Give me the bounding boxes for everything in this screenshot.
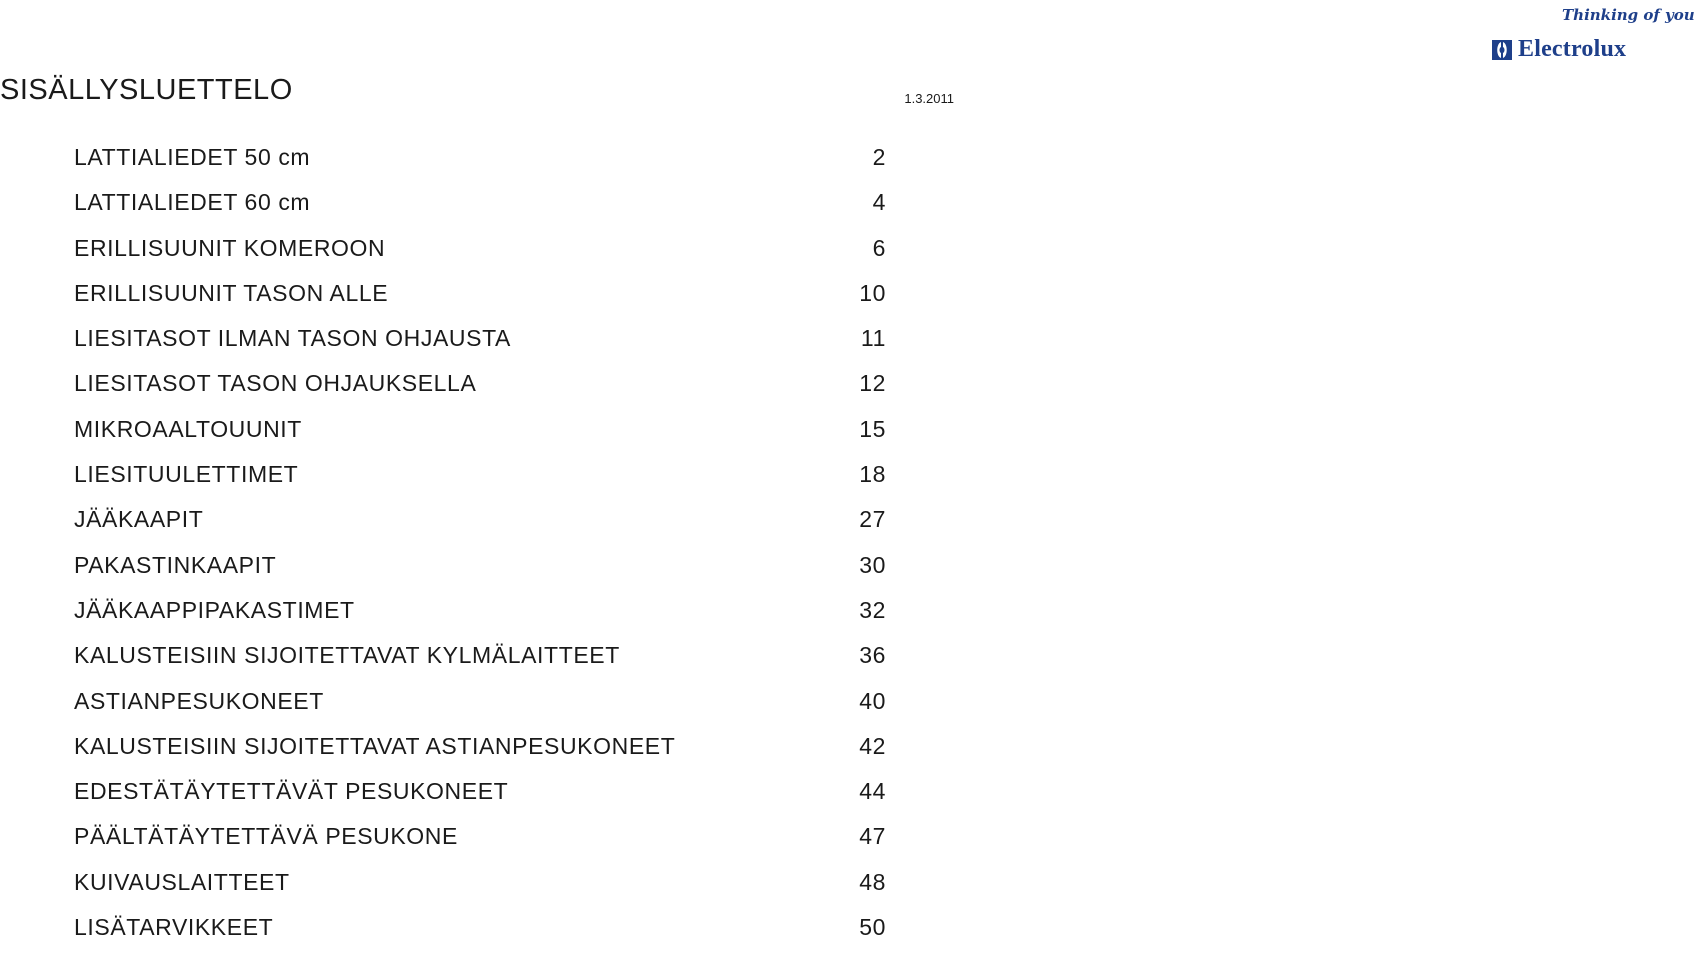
toc-entry-page-number: 18 <box>859 461 886 488</box>
page-title: SISÄLLYSLUETTELO <box>0 74 293 106</box>
toc-entry <box>74 457 886 502</box>
toc-entry-page-number: 30 <box>859 551 886 578</box>
toc-entry-page-number: 10 <box>859 279 886 306</box>
toc-entry-label: PÄÄLTÄTÄYTETTÄVÄ PESUKONE <box>74 823 458 850</box>
toc-entry <box>74 593 886 638</box>
toc-entry <box>74 729 886 774</box>
toc-entry-label: KALUSTEISIIN SIJOITETTAVAT ASTIANPESUKONEET <box>74 732 676 759</box>
toc-entry-label: LATTIALIEDET 60 cm <box>74 189 311 216</box>
toc-entry-page-number: 32 <box>859 596 886 623</box>
toc-entry-label: KALUSTEISIIN SIJOITETTAVAT KYLMÄLAITTEET <box>74 642 620 669</box>
toc-entry-page-number: 48 <box>859 868 886 895</box>
toc-entry-label: EDESTÄTÄYTETTÄVÄT PESUKONEET <box>74 778 509 805</box>
toc-entry-label: JÄÄKAAPPIPAKASTIMET <box>74 596 355 623</box>
toc-entry-label: LIESITASOT ILMAN TASON OHJAUSTA <box>74 325 511 352</box>
toc-entry <box>74 819 886 864</box>
toc-entry-page-number: 6 <box>872 234 886 261</box>
toc-entry <box>74 185 886 230</box>
brand-logo <box>744 4 1695 62</box>
toc-entry <box>74 231 886 276</box>
toc-entry-label: LATTIALIEDET 50 cm <box>74 144 311 170</box>
toc-entry-page-number: 11 <box>860 325 886 352</box>
toc-entry <box>74 140 886 185</box>
toc-entry-label: ASTIANPESUKONEET <box>74 687 324 714</box>
toc-entry <box>74 910 886 955</box>
toc-entry-label: JÄÄKAAPIT <box>74 506 204 533</box>
toc-entry-label: LISÄTARVIKKEET <box>74 914 274 941</box>
brand-tagline: Thinking of you <box>1562 6 1695 24</box>
brand-name: Electrolux <box>1518 36 1627 62</box>
toc-entry-page-number: 4 <box>872 189 886 216</box>
toc-entry-label: ERILLISUUNIT TASON ALLE <box>74 279 389 306</box>
toc-entry-page-number: 40 <box>859 687 886 714</box>
toc-entry-label: KUIVAUSLAITTEET <box>74 868 290 895</box>
toc-entry-page-number: 2 <box>872 144 886 170</box>
toc-entry <box>74 276 886 321</box>
electrolux-logo-icon <box>1492 40 1512 60</box>
toc-entry-page-number: 42 <box>859 732 886 759</box>
toc-entry <box>74 548 886 593</box>
toc-entry-page-number: 36 <box>859 642 886 669</box>
toc-entry-label: LIESITUULETTIMET <box>74 461 299 488</box>
toc-entry <box>74 321 886 366</box>
toc-entry-page-number: 44 <box>859 778 886 805</box>
toc-entry-page-number: 47 <box>859 823 886 850</box>
toc-entry-page-number: 27 <box>859 506 886 533</box>
toc-entry <box>74 774 886 819</box>
toc-entry-label: MIKROAALTOUUNIT <box>74 415 302 442</box>
toc-entry-label: ERILLISUUNIT KOMEROON <box>74 234 386 261</box>
toc-entry-label: PAKASTINKAAPIT <box>74 551 277 578</box>
toc-entry <box>74 638 886 683</box>
toc-entry <box>74 412 886 457</box>
toc-entry-page-number: 50 <box>859 914 886 941</box>
toc-entry <box>74 366 886 411</box>
toc-entry-label: LIESITASOT TASON OHJAUKSELLA <box>74 370 477 397</box>
document-date: 1.3.2011 <box>904 91 954 106</box>
toc-entry-page-number: 12 <box>859 370 886 397</box>
table-of-contents <box>74 140 886 955</box>
toc-entry <box>74 502 886 547</box>
toc-entry <box>74 865 886 910</box>
toc-entry-page-number: 15 <box>859 415 886 442</box>
brand-wordmark <box>1492 36 1626 63</box>
toc-entry <box>74 684 886 729</box>
